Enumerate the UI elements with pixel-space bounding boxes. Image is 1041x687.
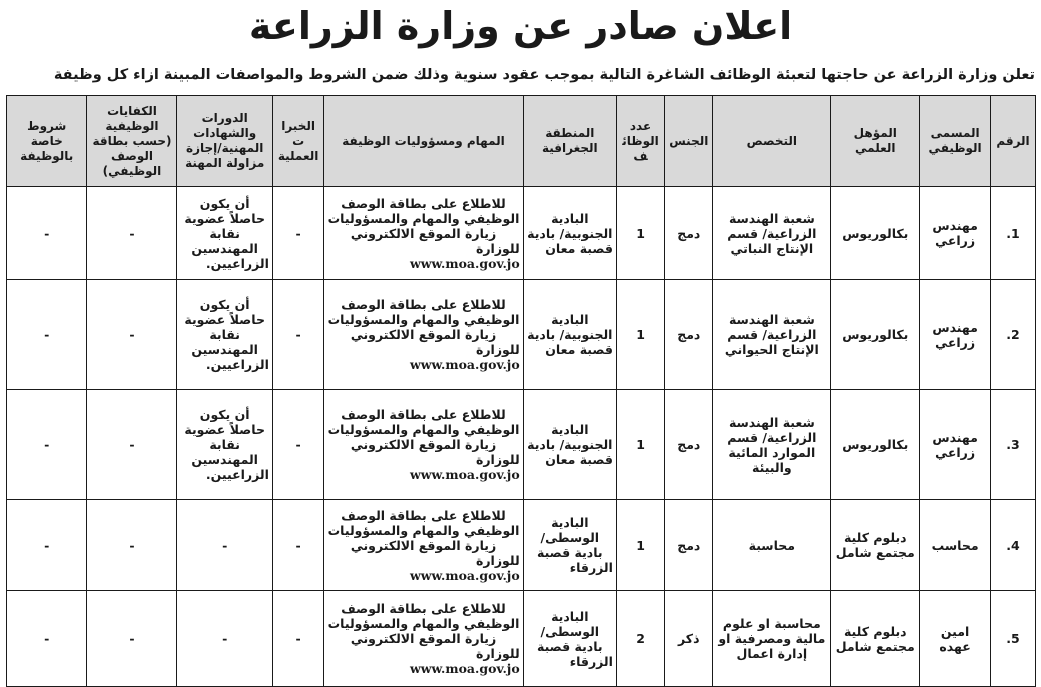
courses: أن يكون حاصلاً عضوية نقابة المهندسين الزراعيين. [177,390,272,500]
special-conditions: - [7,280,87,390]
competencies: - [87,280,177,390]
job-title: مهندس زراعي [920,187,991,280]
competencies: - [87,390,177,500]
courses: أن يكون حاصلاً عضوية نقابة المهندسين الزراعيين. [177,187,272,280]
announcement-intro: تعلن وزارة الزراعة عن حاجتها لتعبئة الوظائف الشاغرة التالية بموجب عقود سنوية وذلك ضمن الشروط والمواصفات المبينة ازاء كل وظيفة [53,67,1035,83]
duties-text: للاطلاع على بطاقة الوصف الوظيفي والمهام والمسؤوليات زيارة الموقع الالكتروني للوزارة [327,297,520,358]
row-number: 2. [990,280,1035,390]
job-title: امين عهده [920,591,991,687]
header-cell: الخبرات العملية [272,96,323,187]
duties-cell [324,280,523,390]
region: البادية الجنوبية/ بادية قصبة معان [523,280,616,390]
vacancy-count: 1 [616,500,664,591]
row-number: 1. [990,187,1035,280]
row-number: 3. [990,390,1035,500]
table-header-row [7,96,1036,187]
region: البادية الوسطى/ بادية قصبة الزرقاء [523,591,616,687]
job-title: مهندس زراعي [920,390,991,500]
table-row [7,500,1036,591]
announcement-title: اعلان صادر عن وزارة الزراعة [248,4,793,48]
region: البادية الوسطى/ بادية قصبة الزرقاء [523,500,616,591]
vacancy-count: 1 [616,187,664,280]
job-title: محاسب [920,500,991,591]
duties-text: للاطلاع على بطاقة الوصف الوظيفي والمهام والمسؤوليات زيارة الموقع الالكتروني للوزارة [327,507,520,568]
header-cell: الرقم [990,96,1035,187]
experience: - [272,187,323,280]
header-cell: شروط خاصة بالوظيفة [7,96,87,187]
ministry-url: www.moa.gov.jo [409,357,520,373]
specialty: شعبة الهندسة الزراعية/ قسم الإنتاج الحيواني [713,280,831,390]
duties-cell [324,591,523,687]
duties-text: للاطلاع على بطاقة الوصف الوظيفي والمهام والمسؤوليات زيارة الموقع الالكتروني للوزارة [327,407,520,468]
jobs-table [6,95,1036,687]
vacancy-count: 2 [616,591,664,687]
competencies: - [87,187,177,280]
courses: - [177,591,272,687]
duties-cell [324,187,523,280]
header-cell: المؤهل العلمي [831,96,920,187]
header-cell: عدد الوظائف [616,96,664,187]
ministry-url: www.moa.gov.jo [409,467,520,483]
ministry-url: www.moa.gov.jo [409,567,520,583]
table-row [7,280,1036,390]
specialty: محاسبة او علوم مالية ومصرفية او إدارة اعمال [713,591,831,687]
gender: دمج [665,280,713,390]
specialty: شعبة الهندسة الزراعية/ قسم الإنتاج النباتي [713,187,831,280]
qualification: دبلوم كلية مجتمع شامل [831,591,920,687]
qualification: بكالوريوس [831,187,920,280]
header-cell: التخصص [713,96,831,187]
qualification: بكالوريوس [831,390,920,500]
specialty: محاسبة [713,500,831,591]
qualification: بكالوريوس [831,280,920,390]
competencies: - [87,591,177,687]
table-row [7,390,1036,500]
gender: دمج [665,390,713,500]
gender: ذكر [665,591,713,687]
vacancy-count: 1 [616,280,664,390]
gender: دمج [665,187,713,280]
experience: - [272,280,323,390]
gender: دمج [665,500,713,591]
vacancy-count: 1 [616,390,664,500]
header-cell: المنطقة الجغرافية [523,96,616,187]
job-title: مهندس زراعي [920,280,991,390]
ministry-url: www.moa.gov.jo [409,255,520,271]
header-cell: المهام ومسؤوليات الوظيفة [324,96,523,187]
region: البادية الجنوبية/ بادية قصبة معان [523,390,616,500]
special-conditions: - [7,390,87,500]
duties-cell [324,390,523,500]
row-number: 4. [990,500,1035,591]
table-row [7,591,1036,687]
table-row [7,187,1036,280]
duties-cell [324,500,523,591]
header-cell: الكفايات الوظيفية (حسب بطاقة الوصف الوظيفي) [87,96,177,187]
qualification: دبلوم كلية مجتمع شامل [831,500,920,591]
region: البادية الجنوبية/ بادية قصبة معان [523,187,616,280]
experience: - [272,500,323,591]
experience: - [272,390,323,500]
experience: - [272,591,323,687]
competencies: - [87,500,177,591]
specialty: شعبة الهندسة الزراعية/ قسم الموارد المائية والبيئة [713,390,831,500]
duties-text: للاطلاع على بطاقة الوصف الوظيفي والمهام والمسؤوليات زيارة الموقع الالكتروني للوزارة [327,601,520,662]
header-cell: الجنس [665,96,713,187]
special-conditions: - [7,500,87,591]
special-conditions: - [7,591,87,687]
row-number: 5. [990,591,1035,687]
header-cell: الدورات والشهادات المهنية/إجازة مزاولة المهنة [177,96,272,187]
header-cell: المسمى الوظيفي [920,96,991,187]
courses: - [177,500,272,591]
special-conditions: - [7,187,87,280]
ministry-url: www.moa.gov.jo [409,661,520,677]
duties-text: للاطلاع على بطاقة الوصف الوظيفي والمهام والمسؤوليات زيارة الموقع الالكتروني للوزارة [327,195,520,256]
courses: أن يكون حاصلاً عضوية نقابة المهندسين الزراعيين. [177,280,272,390]
